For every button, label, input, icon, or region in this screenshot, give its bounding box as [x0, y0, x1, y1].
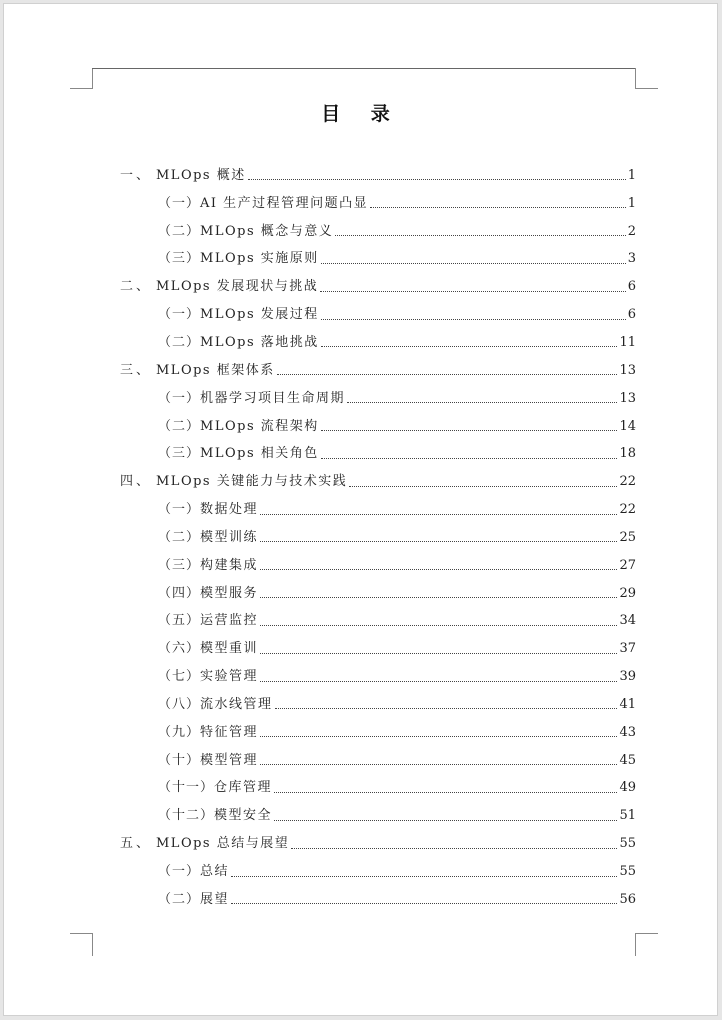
- toc-page: 45: [619, 752, 636, 768]
- toc-title: AI 生产过程管理问题凸显: [200, 195, 369, 211]
- toc-entry[interactable]: [120, 246, 636, 274]
- toc-leader: [291, 848, 617, 849]
- toc-number: （四）: [158, 585, 201, 601]
- toc-entry[interactable]: [120, 468, 636, 496]
- toc-title: MLOps 发展现状与挑战: [156, 279, 319, 295]
- toc-leader: [320, 291, 625, 292]
- toc-entry[interactable]: [120, 496, 636, 524]
- toc-leader: [274, 820, 617, 821]
- toc-page: 27: [619, 557, 636, 573]
- toc-leader: [231, 903, 617, 904]
- toc-page: 11: [619, 334, 636, 350]
- toc-page: 51: [619, 808, 636, 824]
- toc-page: 55: [619, 864, 636, 880]
- toc-page: 41: [619, 696, 636, 712]
- toc-title: 构建集成: [200, 557, 259, 573]
- toc-number: （六）: [158, 641, 201, 657]
- toc-number: （二）: [158, 418, 201, 434]
- toc-title: 仓库管理: [214, 780, 273, 796]
- toc-number: （一）: [158, 864, 201, 880]
- toc-leader: [260, 681, 617, 682]
- toc-entry[interactable]: [120, 413, 636, 441]
- toc-number: （一）: [158, 502, 201, 518]
- toc-title: 模型服务: [200, 585, 259, 601]
- toc-leader: [321, 430, 618, 431]
- toc-entry[interactable]: [120, 608, 636, 636]
- toc-leader: [321, 346, 618, 347]
- toc-leader: [321, 319, 626, 320]
- toc-title: 模型重训: [200, 641, 259, 657]
- toc-leader: [231, 876, 617, 877]
- toc-page: 55: [619, 836, 636, 852]
- toc-leader: [260, 764, 617, 765]
- toc-leader: [370, 207, 626, 208]
- toc-number: （十一）: [158, 780, 215, 796]
- toc-page: 37: [619, 641, 636, 657]
- toc-number: （十二）: [158, 808, 215, 824]
- toc-leader: [260, 653, 617, 654]
- toc-leader: [260, 736, 617, 737]
- toc-page: 6: [627, 307, 636, 323]
- toc-number: （二）: [158, 223, 201, 239]
- toc-title: 运营监控: [200, 613, 259, 629]
- toc-leader: [260, 541, 617, 542]
- toc-entry[interactable]: [120, 858, 636, 886]
- toc-page: 18: [619, 446, 636, 462]
- toc-title: 模型训练: [200, 529, 259, 545]
- crop-mark-bottom-left: [70, 933, 93, 956]
- toc-title: MLOps 相关角色: [200, 446, 319, 462]
- toc-leader: [335, 235, 625, 236]
- toc-entry[interactable]: [120, 802, 636, 830]
- toc-number: 一、: [120, 167, 153, 183]
- toc-number: （二）: [158, 529, 201, 545]
- toc-entry[interactable]: [120, 886, 636, 914]
- table-of-contents: [120, 162, 636, 914]
- toc-leader: [260, 514, 617, 515]
- toc-title: 数据处理: [200, 502, 259, 518]
- toc-title: 模型安全: [214, 808, 273, 824]
- toc-title: MLOps 实施原则: [200, 251, 319, 267]
- toc-entry[interactable]: [120, 190, 636, 218]
- toc-entry[interactable]: [120, 162, 636, 190]
- toc-number: （一）: [158, 390, 201, 406]
- toc-title: 模型管理: [200, 752, 259, 768]
- toc-title: MLOps 概念与意义: [200, 223, 334, 239]
- toc-number: 二、: [120, 279, 153, 295]
- toc-number: （二）: [158, 334, 201, 350]
- toc-entry[interactable]: [120, 440, 636, 468]
- toc-number: （五）: [158, 613, 201, 629]
- toc-page: 56: [619, 891, 636, 907]
- toc-page: 3: [627, 251, 636, 267]
- toc-page: 43: [619, 724, 636, 740]
- toc-page: 1: [627, 167, 636, 183]
- toc-page: 39: [619, 669, 636, 685]
- toc-entry[interactable]: [120, 775, 636, 803]
- toc-leader: [321, 458, 618, 459]
- toc-title: MLOps 发展过程: [200, 307, 319, 323]
- toc-title: MLOps 关键能力与技术实践: [156, 474, 348, 490]
- toc-title: MLOps 落地挑战: [200, 334, 319, 350]
- toc-page: 6: [627, 279, 636, 295]
- toc-page: 13: [619, 362, 636, 378]
- toc-page: 22: [619, 474, 636, 490]
- toc-leader: [321, 263, 626, 264]
- toc-leader: [274, 792, 617, 793]
- toc-entry[interactable]: [120, 218, 636, 246]
- toc-number: 三、: [120, 362, 153, 378]
- toc-leader: [260, 569, 617, 570]
- toc-page: 1: [627, 195, 636, 211]
- toc-number: 五、: [120, 836, 153, 852]
- header-rule: [92, 68, 635, 69]
- toc-number: （一）: [158, 307, 201, 323]
- toc-entry[interactable]: [120, 301, 636, 329]
- toc-page: 49: [619, 780, 636, 796]
- toc-page: 2: [627, 223, 636, 239]
- toc-title: 总结: [200, 864, 230, 880]
- toc-entry[interactable]: [120, 663, 636, 691]
- toc-entry[interactable]: [120, 552, 636, 580]
- toc-page: 29: [619, 585, 636, 601]
- toc-number: （十）: [158, 752, 201, 768]
- toc-number: （三）: [158, 557, 201, 573]
- toc-leader: [347, 402, 617, 403]
- toc-entry[interactable]: [120, 635, 636, 663]
- toc-title: 流水线管理: [200, 696, 273, 712]
- toc-title: MLOps 概述: [156, 167, 246, 183]
- toc-entry[interactable]: [120, 580, 636, 608]
- toc-page: 34: [619, 613, 636, 629]
- toc-leader: [277, 374, 618, 375]
- toc-entry[interactable]: [120, 830, 636, 858]
- toc-entry[interactable]: [120, 691, 636, 719]
- toc-leader: [349, 486, 617, 487]
- toc-number: （二）: [158, 891, 201, 907]
- toc-entry[interactable]: [120, 385, 636, 413]
- toc-page: 25: [619, 529, 636, 545]
- toc-entry[interactable]: [120, 357, 636, 385]
- toc-page: 14: [619, 418, 636, 434]
- toc-title: 特征管理: [200, 724, 259, 740]
- toc-title: 机器学习项目生命周期: [200, 390, 346, 406]
- toc-title: MLOps 框架体系: [156, 362, 275, 378]
- toc-entry[interactable]: [120, 329, 636, 357]
- toc-number: （三）: [158, 446, 201, 462]
- page-title: 目 录: [321, 103, 402, 125]
- toc-entry[interactable]: [120, 273, 636, 301]
- toc-entry[interactable]: [120, 747, 636, 775]
- crop-mark-bottom-right: [635, 933, 658, 956]
- crop-mark-top-right: [635, 68, 658, 89]
- document-page: [3, 3, 718, 1016]
- toc-number: （一）: [158, 195, 201, 211]
- toc-leader: [248, 179, 626, 180]
- toc-number: （九）: [158, 724, 201, 740]
- toc-entry[interactable]: [120, 524, 636, 552]
- toc-number: （七）: [158, 669, 201, 685]
- toc-title: MLOps 总结与展望: [156, 836, 290, 852]
- toc-number: （八）: [158, 696, 201, 712]
- toc-entry[interactable]: [120, 719, 636, 747]
- toc-title: 展望: [200, 891, 230, 907]
- toc-leader: [260, 625, 617, 626]
- toc-page: 22: [619, 502, 636, 518]
- toc-page: 13: [619, 390, 636, 406]
- toc-leader: [275, 708, 618, 709]
- crop-mark-top-left: [70, 68, 93, 89]
- toc-number: 四、: [120, 474, 153, 490]
- toc-title: 实验管理: [200, 669, 259, 685]
- toc-leader: [260, 597, 617, 598]
- toc-number: （三）: [158, 251, 201, 267]
- toc-title: MLOps 流程架构: [200, 418, 319, 434]
